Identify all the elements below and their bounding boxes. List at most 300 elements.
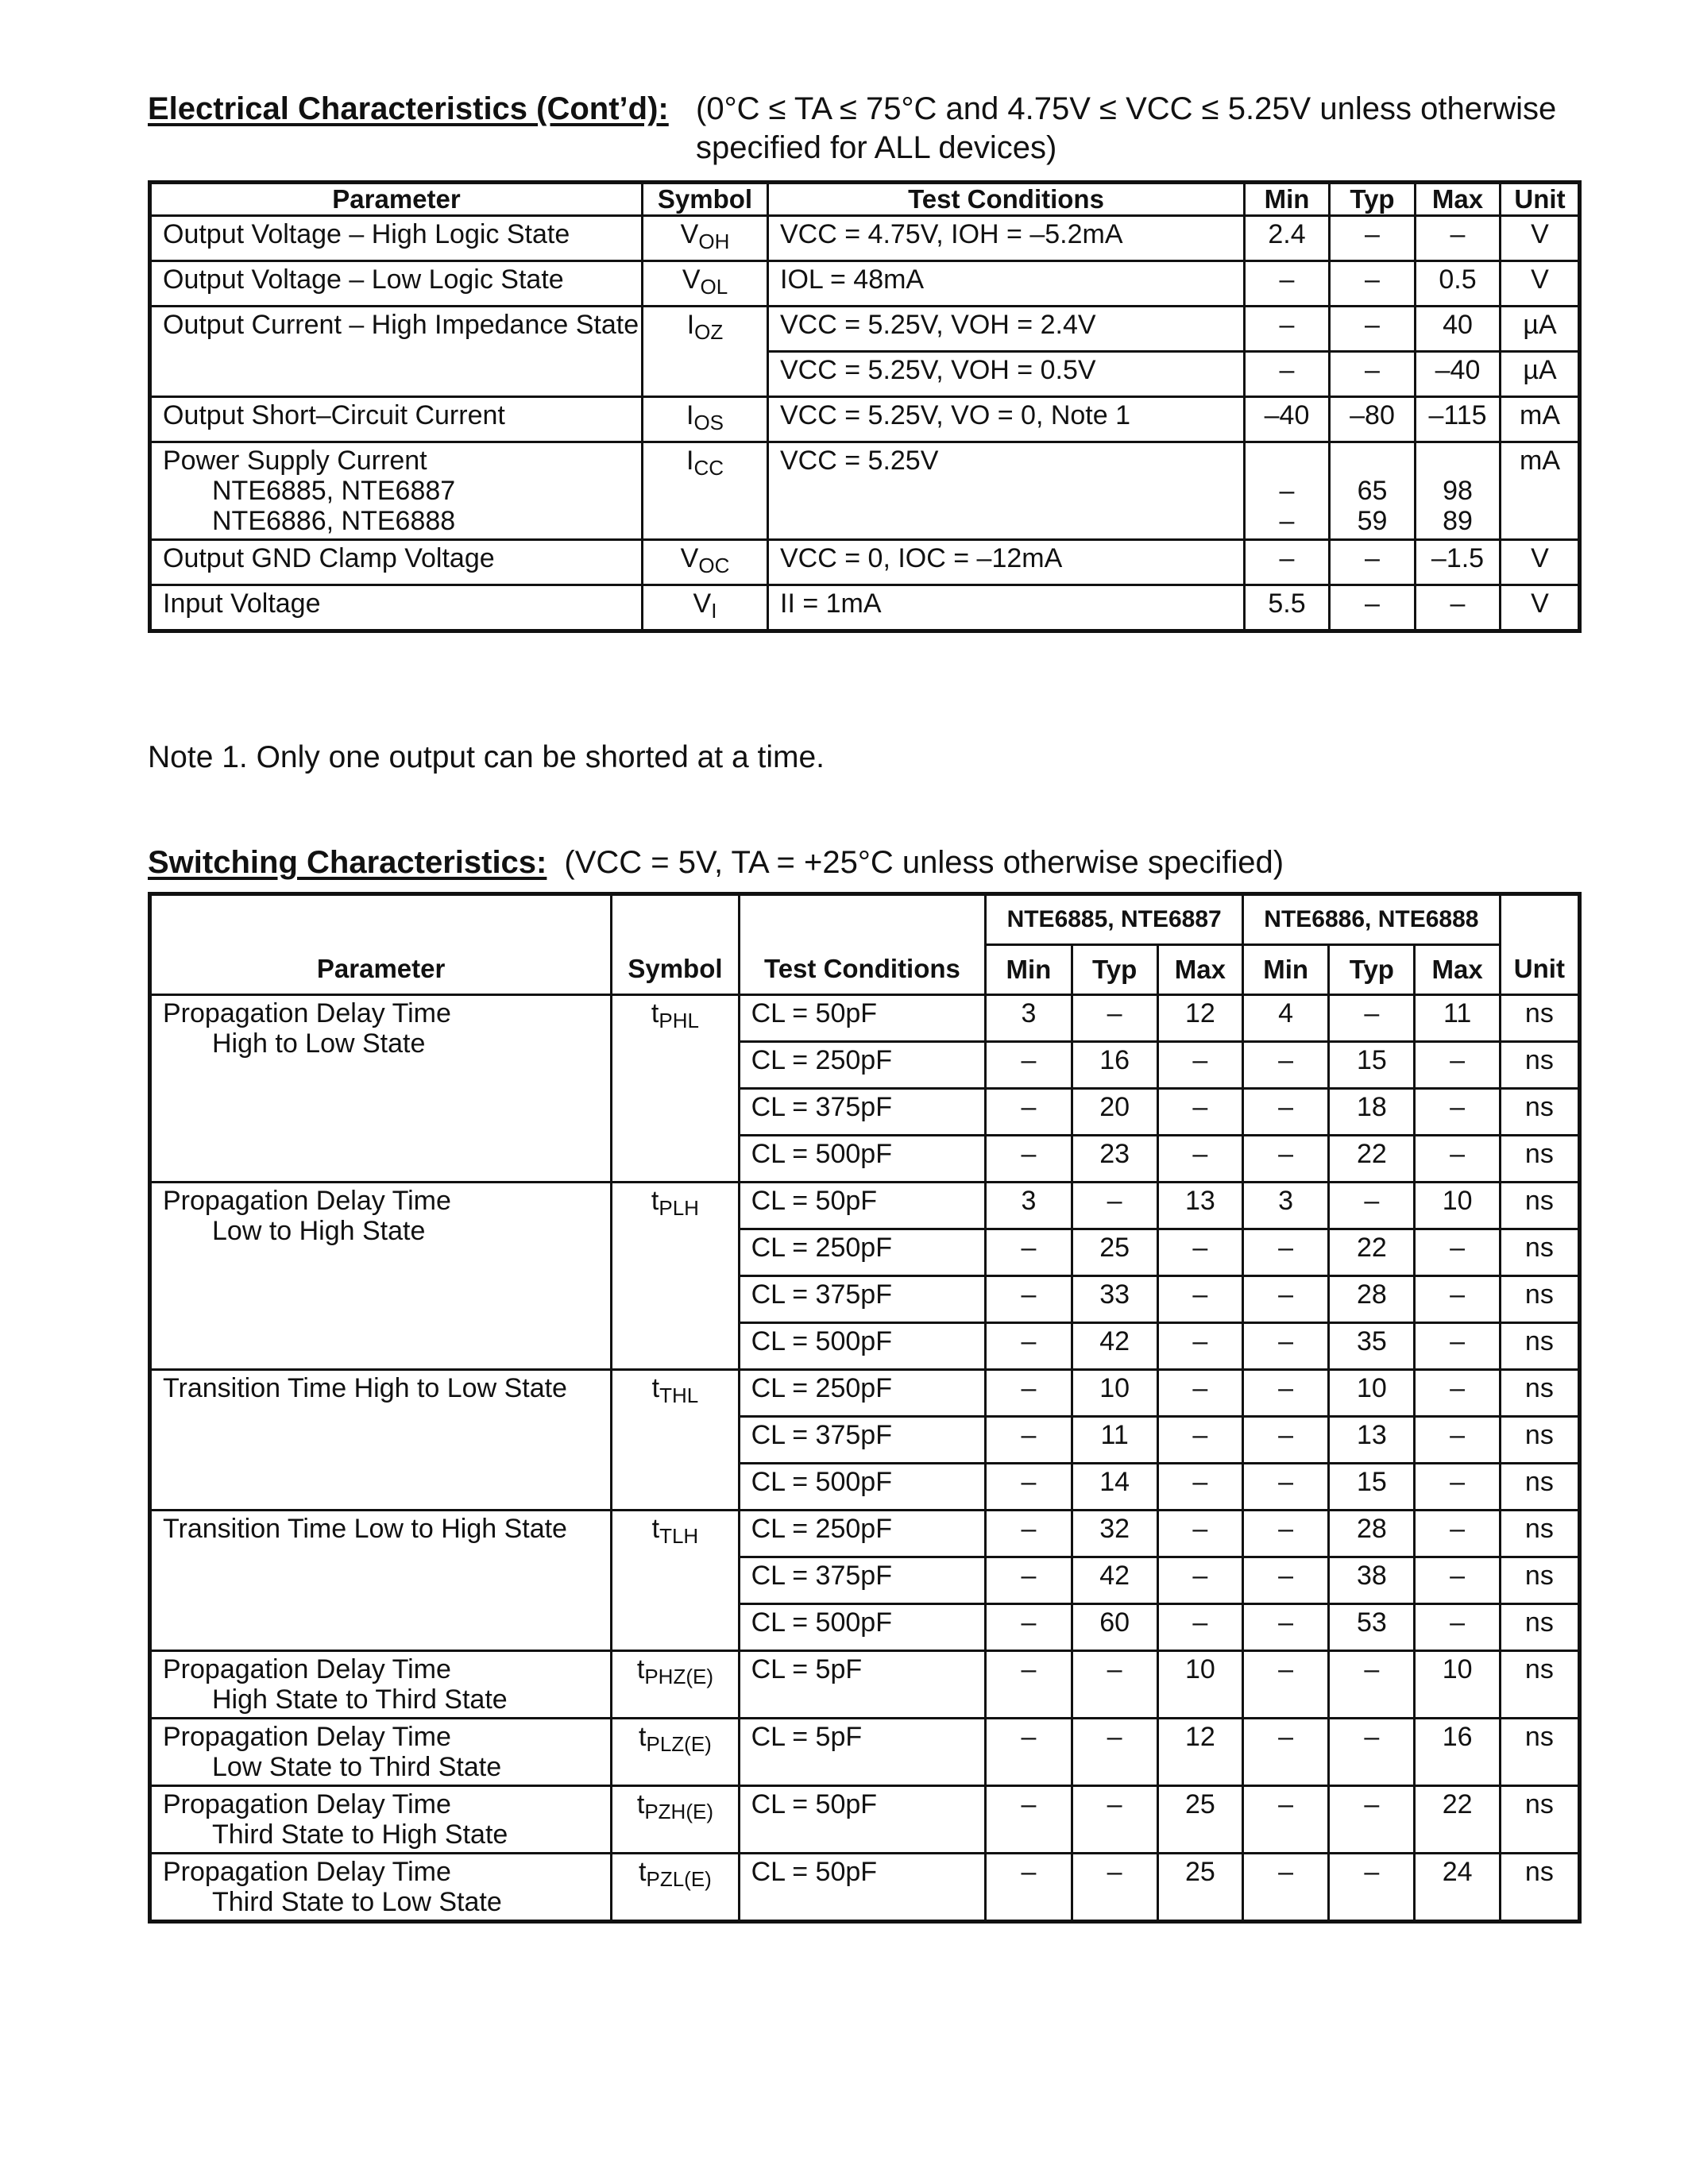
- value-cell: –: [1243, 1719, 1329, 1786]
- unit-cell: ns: [1500, 1854, 1579, 1922]
- parameter-line: Propagation Delay Time: [163, 1186, 451, 1216]
- value-cell: 28: [1329, 1511, 1415, 1557]
- parameter-cell: [150, 1183, 612, 1370]
- value-cell: –: [1415, 1464, 1500, 1511]
- column-header: Min: [1243, 945, 1329, 995]
- parameter-line: Third State to High State: [212, 1819, 508, 1850]
- condition-cell: CL = 250pF: [739, 1370, 986, 1417]
- parameter-cell: [150, 1854, 612, 1922]
- value-cell: –: [1329, 1183, 1415, 1229]
- symbol-cell: [612, 1370, 739, 1511]
- parameter-cell: [150, 307, 643, 397]
- parameter-cell: [150, 216, 643, 261]
- symbol-cell: [612, 1719, 739, 1786]
- value-cell: –: [1329, 1719, 1415, 1786]
- value-cell: –: [1415, 1229, 1500, 1276]
- condition-cell: CL = 5pF: [739, 1651, 986, 1719]
- condition-cell: CL = 50pF: [739, 1854, 986, 1922]
- symbol-subscript: PHZ(E): [644, 1665, 713, 1688]
- electrical-characteristics-table: [148, 180, 1582, 633]
- value-cell: –: [986, 1854, 1072, 1922]
- symbol-cell: [643, 540, 768, 585]
- symbol-main: t: [651, 1514, 660, 1544]
- value-cell: –: [1243, 1604, 1329, 1651]
- parameter-line: NTE6885, NTE6887: [212, 476, 456, 506]
- min-cell: –: [1245, 540, 1330, 585]
- value-cell: 25: [1072, 1229, 1157, 1276]
- parameter-cell: [150, 1719, 612, 1786]
- value-cell: 23: [1072, 1136, 1157, 1183]
- table-row: [150, 1511, 1580, 1557]
- symbol-main: t: [636, 1654, 645, 1684]
- parameter-line: Propagation Delay Time: [163, 1857, 451, 1887]
- value-cell: –: [1415, 1136, 1500, 1183]
- value-cell: –: [986, 1323, 1072, 1370]
- symbol-cell: [643, 216, 768, 261]
- value-cell: 12: [1157, 995, 1242, 1042]
- value-cell: –: [1072, 1854, 1157, 1922]
- parameter-text: Output Voltage – High Logic State: [163, 219, 570, 249]
- symbol-subscript: OH: [698, 230, 730, 253]
- typ-cell: –: [1330, 261, 1416, 307]
- min-value: –: [1279, 476, 1295, 506]
- parameter-line: Transition Time High to Low State: [163, 1373, 567, 1403]
- condition-cell: VCC = 5.25V, VO = 0, Note 1: [768, 397, 1245, 442]
- value-cell: –: [1072, 1183, 1157, 1229]
- parameter-cell: [150, 1651, 612, 1719]
- table-row: [150, 1786, 1580, 1854]
- unit-cell: mA: [1501, 442, 1580, 540]
- electrical-characteristics-heading: [148, 90, 1556, 168]
- value-cell: –: [1243, 1370, 1329, 1417]
- note-1: Note 1. Only one output can be shorted at a time.: [148, 740, 825, 774]
- value-cell: 24: [1415, 1854, 1500, 1922]
- parameter-cell: [150, 540, 643, 585]
- value-cell: –: [1243, 1557, 1329, 1604]
- max-cell: [1416, 442, 1501, 540]
- value-cell: –: [1243, 1511, 1329, 1557]
- unit-cell: ns: [1500, 1370, 1579, 1417]
- max-value: 98: [1443, 476, 1473, 506]
- value-cell: 14: [1072, 1464, 1157, 1511]
- parameter-line: Propagation Delay Time: [163, 1722, 451, 1752]
- typ-value: 65: [1357, 476, 1388, 506]
- column-header: Typ: [1329, 945, 1415, 995]
- unit-cell: ns: [1500, 1651, 1579, 1719]
- condition-cell: CL = 50pF: [739, 1183, 986, 1229]
- unit-cell: ns: [1500, 1089, 1579, 1136]
- table-row: [150, 1854, 1580, 1922]
- typ-cell: –: [1330, 307, 1416, 352]
- value-cell: –: [1243, 1042, 1329, 1089]
- parameter-line: Propagation Delay Time: [163, 1789, 451, 1819]
- symbol-cell: [643, 442, 768, 540]
- value-cell: 10: [1415, 1651, 1500, 1719]
- value-cell: –: [1243, 1854, 1329, 1922]
- value-cell: 11: [1072, 1417, 1157, 1464]
- table-row: [150, 1719, 1580, 1786]
- value-cell: –: [1243, 1651, 1329, 1719]
- symbol-main: V: [680, 543, 699, 573]
- value-cell: –: [986, 1557, 1072, 1604]
- condition-cell: CL = 50pF: [739, 1786, 986, 1854]
- table-row: [150, 585, 1580, 631]
- symbol-cell: [612, 995, 739, 1183]
- value-cell: –: [1157, 1276, 1242, 1323]
- value-cell: 42: [1072, 1557, 1157, 1604]
- parameter-line: Low to High State: [212, 1216, 426, 1246]
- value-cell: –: [1072, 1651, 1157, 1719]
- value-cell: 22: [1329, 1229, 1415, 1276]
- typ-cell: [1330, 442, 1416, 540]
- min-cell: [1245, 442, 1330, 540]
- value-cell: –: [1157, 1323, 1242, 1370]
- column-header: Parameter: [150, 183, 643, 216]
- symbol-cell: [612, 1854, 739, 1922]
- column-header: Symbol: [643, 183, 768, 216]
- min-cell: –: [1245, 307, 1330, 352]
- value-cell: –: [986, 1042, 1072, 1089]
- column-header: Unit: [1500, 894, 1579, 995]
- column-header: Max: [1415, 945, 1500, 995]
- condition-cell: VCC = 0, IOC = –12mA: [768, 540, 1245, 585]
- value-cell: 11: [1415, 995, 1500, 1042]
- value-cell: –: [1157, 1417, 1242, 1464]
- parameter-line: Third State to Low State: [212, 1887, 502, 1917]
- value-cell: –: [986, 1370, 1072, 1417]
- column-header: Typ: [1072, 945, 1157, 995]
- parameter-cell: [150, 397, 643, 442]
- parameter-cell: [150, 261, 643, 307]
- column-header: Symbol: [612, 894, 739, 995]
- value-cell: 53: [1329, 1604, 1415, 1651]
- parameter-text: Output Short–Circuit Current: [163, 400, 505, 430]
- symbol-subscript: PHL: [659, 1009, 699, 1032]
- conditions-line-1: (0°C ≤ TA ≤ 75°C and 4.75V ≤ VCC ≤ 5.25V unless otherwise: [696, 91, 1557, 126]
- symbol-main: t: [636, 1789, 645, 1819]
- value-cell: –: [1243, 1276, 1329, 1323]
- unit-cell: V: [1501, 216, 1580, 261]
- min-cell: –40: [1245, 397, 1330, 442]
- switching-characteristics-heading: [148, 843, 1284, 882]
- value-cell: –: [986, 1786, 1072, 1854]
- value-cell: –: [986, 1604, 1072, 1651]
- value-cell: –: [1329, 1786, 1415, 1854]
- symbol-cell: [612, 1786, 739, 1854]
- value-cell: –: [1157, 1042, 1242, 1089]
- value-cell: –: [1415, 1511, 1500, 1557]
- value-cell: –: [1329, 1854, 1415, 1922]
- value-cell: –: [1415, 1089, 1500, 1136]
- value-cell: –: [1243, 1417, 1329, 1464]
- value-cell: 33: [1072, 1276, 1157, 1323]
- unit-cell: ns: [1500, 1786, 1579, 1854]
- max-cell: –1.5: [1416, 540, 1501, 585]
- table-row: [150, 540, 1580, 585]
- symbol-cell: [612, 1651, 739, 1719]
- value-cell: 13: [1157, 1183, 1242, 1229]
- symbol-main: I: [686, 310, 695, 340]
- min-cell: –: [1245, 352, 1330, 397]
- value-cell: 22: [1329, 1136, 1415, 1183]
- symbol-subscript: OC: [698, 554, 730, 577]
- unit-cell: ns: [1500, 1604, 1579, 1651]
- unit-cell: ns: [1500, 1323, 1579, 1370]
- parameter-text: Output GND Clamp Voltage: [163, 543, 495, 573]
- column-header: Parameter: [150, 894, 612, 995]
- value-cell: 16: [1415, 1719, 1500, 1786]
- value-cell: 4: [1243, 995, 1329, 1042]
- value-cell: –: [1157, 1464, 1242, 1511]
- symbol-subscript: PZH(E): [644, 1800, 713, 1823]
- value-cell: –: [986, 1417, 1072, 1464]
- max-cell: –115: [1416, 397, 1501, 442]
- typ-cell: –80: [1330, 397, 1416, 442]
- symbol-main: V: [693, 588, 712, 619]
- unit-cell: V: [1501, 540, 1580, 585]
- max-cell: –40: [1416, 352, 1501, 397]
- unit-cell: ns: [1500, 1719, 1579, 1786]
- unit-cell: ns: [1500, 995, 1579, 1042]
- condition-cell: CL = 500pF: [739, 1323, 986, 1370]
- unit-cell: ns: [1500, 1229, 1579, 1276]
- unit-cell: ns: [1500, 1464, 1579, 1511]
- value-cell: 25: [1157, 1854, 1242, 1922]
- switching-characteristics-table: [148, 892, 1582, 1924]
- value-cell: –: [1415, 1276, 1500, 1323]
- condition-cell: CL = 250pF: [739, 1229, 986, 1276]
- condition-cell: CL = 250pF: [739, 1511, 986, 1557]
- parameter-line: High State to Third State: [212, 1684, 508, 1715]
- value-cell: –: [986, 1089, 1072, 1136]
- symbol-cell: [612, 1511, 739, 1651]
- value-cell: 35: [1329, 1323, 1415, 1370]
- parameter-cell: [150, 585, 643, 631]
- value-cell: 3: [986, 1183, 1072, 1229]
- value-cell: 10: [1415, 1183, 1500, 1229]
- parameter-line: Propagation Delay Time: [163, 998, 451, 1028]
- column-header: Typ: [1330, 183, 1416, 216]
- symbol-cell: [643, 585, 768, 631]
- parameter-line: Power Supply Current: [163, 446, 427, 476]
- condition-cell: CL = 375pF: [739, 1557, 986, 1604]
- typ-value: 59: [1357, 506, 1388, 536]
- unit-cell: ns: [1500, 1417, 1579, 1464]
- value-cell: –: [1329, 1651, 1415, 1719]
- value-cell: 16: [1072, 1042, 1157, 1089]
- parameter-text: Output Current – High Impedance State: [163, 310, 639, 340]
- table-row: [150, 397, 1580, 442]
- value-cell: –: [1072, 1786, 1157, 1854]
- value-cell: –: [986, 1229, 1072, 1276]
- condition-cell: CL = 375pF: [739, 1089, 986, 1136]
- condition-cell: VCC = 5.25V, VOH = 0.5V: [768, 352, 1245, 397]
- symbol-cell: [643, 397, 768, 442]
- value-cell: –: [1243, 1323, 1329, 1370]
- parameter-cell: [150, 1511, 612, 1651]
- max-value: 89: [1443, 506, 1473, 536]
- condition-cell: CL = 375pF: [739, 1276, 986, 1323]
- group-header-nte6885: NTE6885, NTE6887: [986, 894, 1243, 945]
- symbol-subscript: I: [711, 599, 717, 623]
- value-cell: –: [986, 1136, 1072, 1183]
- condition-cell: VCC = 4.75V, IOH = –5.2mA: [768, 216, 1245, 261]
- typ-cell: –: [1330, 540, 1416, 585]
- parameter-line: Low State to Third State: [212, 1752, 502, 1782]
- value-cell: –: [1329, 995, 1415, 1042]
- typ-cell: –: [1330, 216, 1416, 261]
- parameter-line: Transition Time Low to High State: [163, 1514, 567, 1544]
- min-cell: –: [1245, 261, 1330, 307]
- parameter-text: Output Voltage – Low Logic State: [163, 264, 564, 295]
- symbol-subscript: OZ: [694, 320, 724, 344]
- column-header: Test Conditions: [739, 894, 986, 995]
- symbol-main: t: [651, 1186, 659, 1216]
- parameter-line: NTE6886, NTE6888: [212, 506, 456, 536]
- parameter-cell: [150, 1370, 612, 1511]
- value-cell: 10: [1329, 1370, 1415, 1417]
- value-cell: –: [986, 1719, 1072, 1786]
- value-cell: –: [1415, 1417, 1500, 1464]
- value-cell: –: [1157, 1370, 1242, 1417]
- symbol-main: t: [639, 1722, 647, 1752]
- value-cell: –: [1415, 1042, 1500, 1089]
- value-cell: 25: [1157, 1786, 1242, 1854]
- unit-cell: µA: [1501, 307, 1580, 352]
- symbol-main: t: [651, 1373, 660, 1403]
- symbol-main: t: [651, 998, 659, 1028]
- parameter-cell: [150, 995, 612, 1183]
- value-cell: –: [1157, 1229, 1242, 1276]
- column-header: Unit: [1501, 183, 1580, 216]
- value-cell: –: [986, 1276, 1072, 1323]
- value-cell: –: [1243, 1089, 1329, 1136]
- value-cell: 13: [1329, 1417, 1415, 1464]
- typ-cell: –: [1330, 352, 1416, 397]
- value-cell: –: [1157, 1557, 1242, 1604]
- value-cell: 3: [1243, 1183, 1329, 1229]
- condition-cell: VCC = 5.25V: [768, 442, 1245, 540]
- table-row: [150, 307, 1580, 352]
- condition-cell: CL = 500pF: [739, 1136, 986, 1183]
- value-cell: 38: [1329, 1557, 1415, 1604]
- value-cell: –: [1243, 1786, 1329, 1854]
- value-cell: 18: [1329, 1089, 1415, 1136]
- value-cell: –: [1072, 1719, 1157, 1786]
- value-cell: 10: [1072, 1370, 1157, 1417]
- parameter-cell: [150, 1786, 612, 1854]
- max-cell: 40: [1416, 307, 1501, 352]
- symbol-subscript: PLH: [659, 1196, 699, 1220]
- typ-cell: –: [1330, 585, 1416, 631]
- value-cell: 15: [1329, 1464, 1415, 1511]
- unit-cell: ns: [1500, 1511, 1579, 1557]
- value-cell: 10: [1157, 1651, 1242, 1719]
- condition-cell: CL = 500pF: [739, 1604, 986, 1651]
- condition-cell: II = 1mA: [768, 585, 1245, 631]
- table-row: [150, 995, 1580, 1042]
- value-cell: –: [1157, 1511, 1242, 1557]
- symbol-subscript: PZL(E): [646, 1867, 712, 1891]
- table-row: [150, 1370, 1580, 1417]
- value-cell: –: [1243, 1136, 1329, 1183]
- conditions-line-2: specified for ALL devices): [696, 130, 1057, 165]
- symbol-subscript: THL: [659, 1383, 699, 1407]
- symbol-cell: [643, 307, 768, 397]
- table-row: [150, 261, 1580, 307]
- symbol-main: t: [639, 1857, 647, 1887]
- max-cell: –: [1416, 216, 1501, 261]
- value-cell: –: [986, 1511, 1072, 1557]
- symbol-main: I: [686, 446, 694, 476]
- value-cell: –: [1157, 1604, 1242, 1651]
- min-cell: 5.5: [1245, 585, 1330, 631]
- symbol-main: I: [686, 400, 694, 430]
- symbol-subscript: CC: [693, 456, 724, 480]
- max-cell: 0.5: [1416, 261, 1501, 307]
- value-cell: –: [1415, 1370, 1500, 1417]
- symbol-subscript: TLH: [659, 1524, 699, 1548]
- unit-cell: V: [1501, 585, 1580, 631]
- value-cell: –: [1415, 1323, 1500, 1370]
- value-cell: 22: [1415, 1786, 1500, 1854]
- column-header: Min: [986, 945, 1072, 995]
- condition-cell: CL = 375pF: [739, 1417, 986, 1464]
- column-header: Min: [1245, 183, 1330, 216]
- value-cell: –: [1072, 995, 1157, 1042]
- condition-cell: CL = 5pF: [739, 1719, 986, 1786]
- value-cell: 32: [1072, 1511, 1157, 1557]
- parameter-line: High to Low State: [212, 1028, 426, 1059]
- value-cell: 28: [1329, 1276, 1415, 1323]
- section-title: Switching Characteristics:: [148, 845, 547, 880]
- value-cell: –: [1415, 1557, 1500, 1604]
- value-cell: 3: [986, 995, 1072, 1042]
- value-cell: 42: [1072, 1323, 1157, 1370]
- value-cell: –: [1243, 1229, 1329, 1276]
- min-value: –: [1279, 506, 1295, 536]
- unit-cell: ns: [1500, 1136, 1579, 1183]
- value-cell: –: [1243, 1464, 1329, 1511]
- condition-cell: VCC = 5.25V, VOH = 2.4V: [768, 307, 1245, 352]
- symbol-subscript: OL: [700, 275, 728, 299]
- parameter-line: Propagation Delay Time: [163, 1654, 451, 1684]
- column-header: Max: [1157, 945, 1242, 995]
- value-cell: –: [1157, 1089, 1242, 1136]
- unit-cell: V: [1501, 261, 1580, 307]
- parameter-cell: [150, 442, 643, 540]
- unit-cell: mA: [1501, 397, 1580, 442]
- unit-cell: ns: [1500, 1276, 1579, 1323]
- value-cell: –: [986, 1464, 1072, 1511]
- unit-cell: ns: [1500, 1042, 1579, 1089]
- parameter-text: Input Voltage: [163, 588, 321, 619]
- table-row: [150, 1183, 1580, 1229]
- value-cell: –: [1157, 1136, 1242, 1183]
- value-cell: –: [1415, 1604, 1500, 1651]
- condition-cell: CL = 50pF: [739, 995, 986, 1042]
- symbol-cell: [643, 261, 768, 307]
- group-header-nte6886: NTE6886, NTE6888: [1243, 894, 1501, 945]
- symbol-main: V: [682, 264, 701, 295]
- symbol-subscript: OS: [693, 411, 724, 434]
- table-row: [150, 216, 1580, 261]
- table-group-header-row: [150, 894, 1580, 945]
- value-cell: 60: [1072, 1604, 1157, 1651]
- condition-cell: CL = 500pF: [739, 1464, 986, 1511]
- symbol-main: V: [680, 219, 699, 249]
- min-cell: 2.4: [1245, 216, 1330, 261]
